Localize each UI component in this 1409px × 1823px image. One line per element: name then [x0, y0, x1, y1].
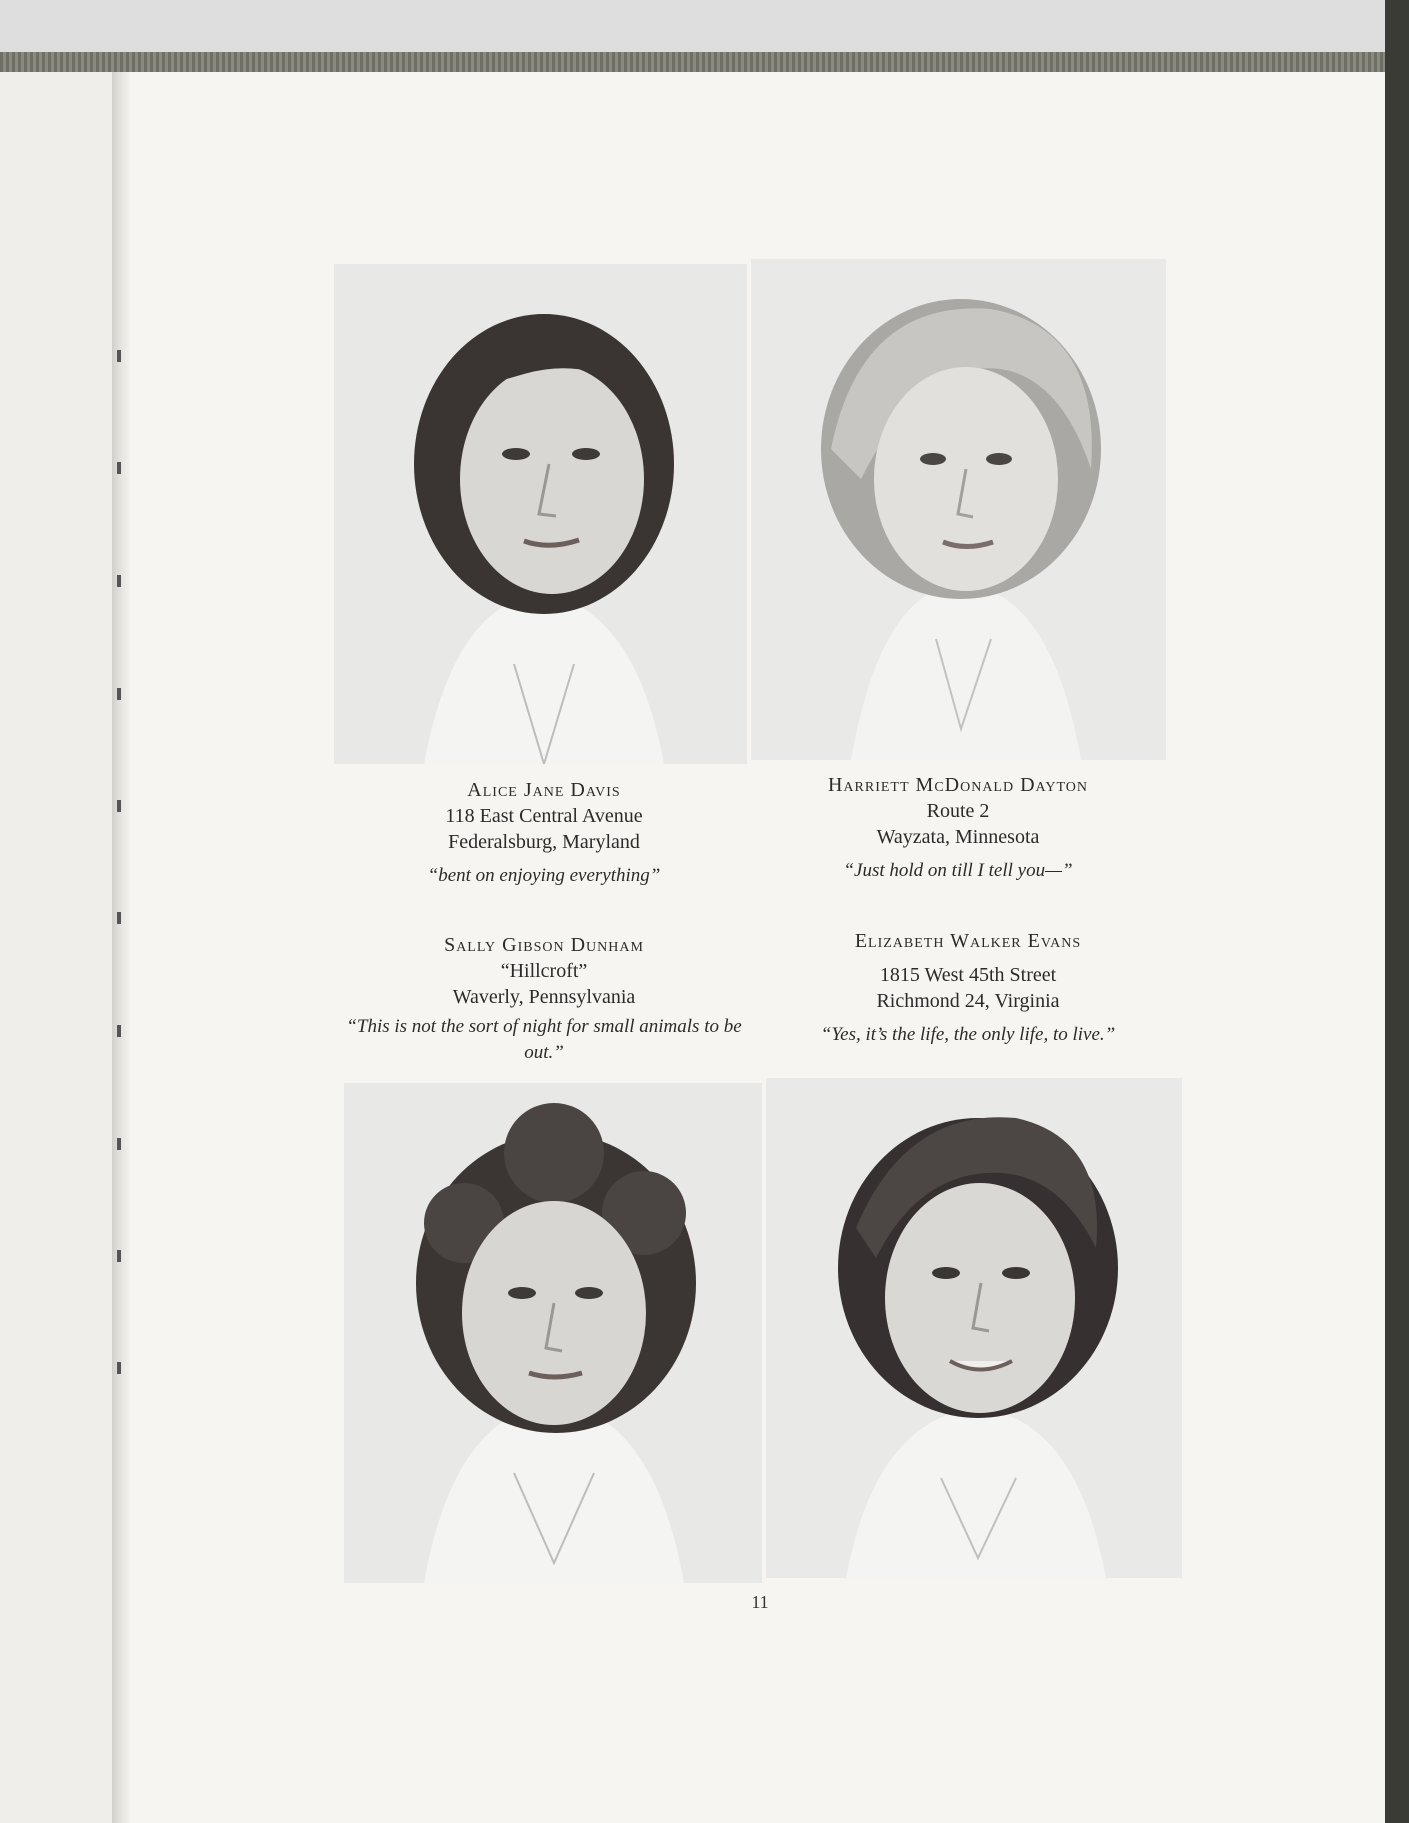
- binding-stitch: [117, 1138, 121, 1150]
- student-name: Harriett McDonald Dayton: [827, 774, 1088, 796]
- caption-evans: [758, 928, 1178, 1048]
- address-line: Federalsburg, Maryland: [448, 831, 640, 853]
- address-line: 1815 West 45th Street: [879, 964, 1057, 986]
- caption-dunham: [344, 932, 744, 1066]
- book-cover-edge: [1385, 0, 1409, 1823]
- portrait-photo-evans: [766, 1078, 1182, 1578]
- binding-stitch: [117, 1362, 121, 1374]
- student-name: Sally Gibson Dunham: [444, 934, 644, 956]
- portrait-photo-davis: [334, 264, 747, 764]
- binding-stitch: [117, 1025, 121, 1037]
- binding-stitch: [117, 800, 121, 812]
- page-number: 11: [751, 1592, 769, 1612]
- binding-stitch: [117, 350, 121, 362]
- caption-davis: [344, 777, 744, 889]
- binding-stitch: [117, 912, 121, 924]
- binding-stitch: [117, 462, 121, 474]
- student-quote: “Yes, it’s the life, the only life, to live.”: [820, 1024, 1116, 1045]
- student-quote: “This is not the sort of night for small animals to be out.”: [346, 1016, 742, 1063]
- address-line: Richmond 24, Virginia: [876, 990, 1060, 1012]
- portrait-photo-dayton: [751, 259, 1166, 760]
- address-line: Wayzata, Minnesota: [876, 826, 1040, 848]
- address-line: “Hillcroft”: [500, 960, 588, 982]
- binding-stitch: [117, 688, 121, 700]
- caption-dayton: [758, 772, 1158, 884]
- student-quote: “Just hold on till I tell you—”: [843, 860, 1073, 881]
- address-line: Waverly, Pennsylvania: [452, 986, 636, 1008]
- scan-background: [0, 0, 1409, 58]
- page-gutter: [112, 72, 130, 1823]
- student-name: Elizabeth Walker Evans: [854, 930, 1082, 952]
- binding-stitch: [117, 575, 121, 587]
- left-page-edge: [0, 72, 120, 1823]
- binding-stitch: [117, 1250, 121, 1262]
- student-name: Alice Jane Davis: [467, 779, 621, 801]
- address-line: 118 East Central Avenue: [445, 805, 643, 827]
- student-quote: “bent on enjoying everything”: [427, 865, 661, 886]
- address-line: Route 2: [926, 800, 990, 822]
- portrait-photo-dunham: [344, 1083, 762, 1583]
